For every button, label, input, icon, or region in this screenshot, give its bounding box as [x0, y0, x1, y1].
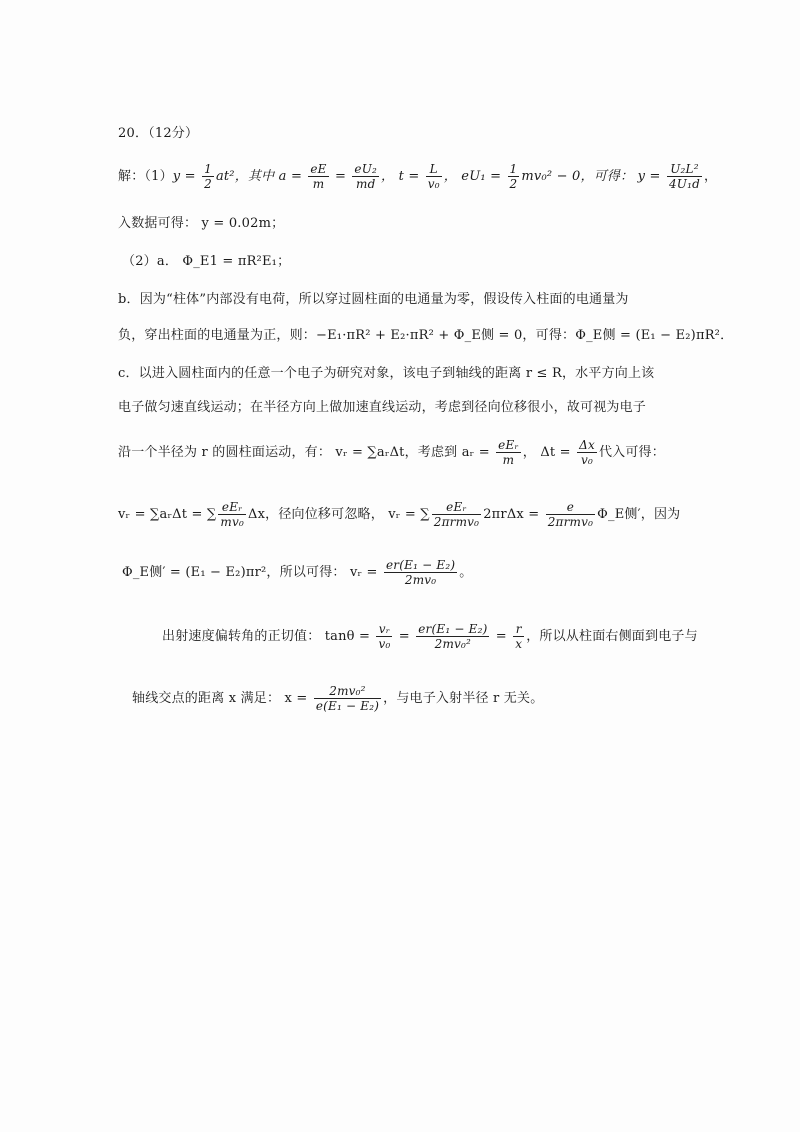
- frac-c6b: [416, 622, 489, 651]
- frac-c3b: [577, 438, 597, 467]
- part1-equation-line: [118, 162, 717, 191]
- frac-num: er(E₁ − E₂): [418, 622, 488, 636]
- c7-pre: 轴线交点的距离 x 满足： x =: [132, 691, 312, 706]
- frac-den: 2πrmv₀: [547, 515, 594, 529]
- frac-den: 2mv₀²: [434, 637, 472, 651]
- part2-c1-text: c．以进入圆柱面内的任意一个电子为研究对象，该电子到轴线的距离 r ≤ R，水平方向上该: [118, 366, 655, 381]
- frac-a1: [308, 162, 328, 191]
- part2-c-line3: [118, 438, 665, 467]
- part2-b1-text: b．因为“柱体”内部没有电荷，所以穿过圆柱面的电通量为零，假设传入柱面的电通量为: [118, 292, 629, 307]
- part2-c-line6: 出射速度偏转角的正切值： tanθ = $\frac{\text{vᵣ}}{\text{v₀}}$ = $\frac{\text{er(E₁ − E₂)}}{\text{2mv₀²}}$ = $\frac{r}{x}$ ，所以从柱面右侧面到电子与: [162, 622, 698, 651]
- frac-c6a: [376, 622, 392, 651]
- c7-tail: ，与电子入射半径 r 无关。: [383, 691, 544, 706]
- frac-den: v₀: [427, 177, 440, 191]
- frac-den: 2mv₀: [404, 573, 437, 587]
- frac-num: U₂L²: [667, 162, 702, 177]
- part2-b-line2: [118, 326, 733, 346]
- c3-mid: ， Δt =: [522, 445, 576, 460]
- part2-c-line2: [118, 398, 646, 418]
- frac-num: 1: [204, 162, 212, 176]
- eq-e-tail: mv₀² − 0，可得： y =: [521, 169, 665, 184]
- c6-pre: 出射速度偏转角的正切值： tanθ =: [162, 629, 375, 644]
- frac-den: m: [312, 177, 325, 191]
- c5-tail: 。: [459, 565, 473, 580]
- frac-num: 2mv₀²: [314, 684, 381, 699]
- part1-result-text: 入数据可得： y = 0.02m；: [118, 216, 285, 231]
- part2-c-line7: [132, 684, 543, 713]
- frac-den: 4U₁d: [668, 177, 700, 191]
- frac-num: 1: [509, 162, 518, 176]
- c4-pre: vᵣ = ∑aᵣΔt = ∑: [118, 507, 217, 522]
- eq-y: y =: [172, 169, 201, 184]
- frac-den: md: [355, 177, 376, 191]
- eq-e: ， eU₁ =: [443, 169, 506, 184]
- frac-a2: [352, 162, 379, 191]
- part2-b-line1: [118, 290, 629, 310]
- frac-den: v₀: [581, 453, 594, 467]
- frac-num: er(E₁ − E₂): [385, 558, 456, 572]
- c3-pre: 沿一个半径为 r 的圆柱面运动，有： vᵣ = ∑aᵣΔt，考虑到 aᵣ =: [118, 445, 495, 460]
- frac-c5: [384, 558, 457, 587]
- part2-c2-text: 电子做匀速直线运动；在半径方向上做加速直线运动，考虑到径向位移很小，故可视为电子: [118, 400, 647, 415]
- eq-t: ， t =: [381, 169, 424, 184]
- frac-num: r: [513, 622, 524, 637]
- part1-prefix: 解：（1）: [118, 169, 173, 184]
- frac-den: 2: [204, 177, 212, 191]
- frac-num: eEᵣ: [432, 500, 481, 515]
- eq-a: a =: [278, 169, 307, 184]
- part2-c-line5: [122, 558, 472, 587]
- frac-num: L: [426, 162, 442, 177]
- frac-c4a: [218, 500, 246, 529]
- frac-num: e: [546, 500, 595, 515]
- frac-num: eEᵣ: [218, 500, 246, 515]
- c4-mid2: 2πrΔx =: [483, 507, 544, 522]
- c4-tail: Φ_E侧′，因为: [597, 507, 681, 522]
- frac-c7: [314, 684, 381, 713]
- part2-c-line4: [118, 500, 680, 529]
- part2-c-line1: [118, 364, 654, 384]
- part2-a: [122, 252, 290, 272]
- question-number: [118, 124, 198, 144]
- c5-pre: Φ_E侧′ = (E₁ − E₂)πr²，所以可得： vᵣ =: [122, 565, 382, 580]
- frac-c4b: [432, 500, 481, 529]
- frac-den: v₀: [378, 637, 391, 651]
- c4-mid: Δx，径向位移可忽略， vᵣ = ∑: [248, 507, 430, 522]
- c6-tail: ，所以从柱面右侧面到电子与: [526, 629, 698, 644]
- part1-result: [118, 214, 284, 234]
- eq-a2: =: [330, 169, 351, 184]
- c3-tail: 代入可得：: [598, 445, 665, 460]
- frac-num: vᵣ: [376, 622, 392, 637]
- frac-c6c: [513, 622, 524, 651]
- frac-c3a: [496, 438, 521, 467]
- frac-den: mv₀: [220, 515, 244, 529]
- frac-c4c: [546, 500, 595, 529]
- question-label: 20．（12分）: [118, 126, 199, 141]
- part2-a-text: （2）a． Φ_E1 = πR²E₁；: [122, 254, 291, 269]
- frac-num: eU₂: [354, 162, 378, 176]
- frac-den: 2: [509, 177, 518, 191]
- frac-t: [426, 162, 442, 191]
- frac-den: m: [502, 453, 515, 467]
- frac-half2: [508, 162, 520, 191]
- frac-num: Δx: [579, 438, 595, 452]
- frac-den: e(E₁ − E₂): [315, 699, 380, 713]
- frac-num: eEᵣ: [498, 438, 519, 452]
- frac-den: x: [515, 637, 523, 651]
- eq-y-tail: at²，其中: [215, 169, 279, 184]
- eq-tail: ，: [703, 169, 718, 184]
- part2-b2-text: 负，穿出柱面的电通量为正，则：−E₁·πR² + E₂·πR² + Φ_E侧 = 0，可得：Φ_E侧 = (E₁ − E₂)πR²．: [118, 328, 734, 343]
- frac-y: [667, 162, 702, 191]
- frac-den: 2πrmv₀: [433, 515, 480, 529]
- frac-num: eE: [310, 162, 327, 176]
- frac-half: [202, 162, 214, 191]
